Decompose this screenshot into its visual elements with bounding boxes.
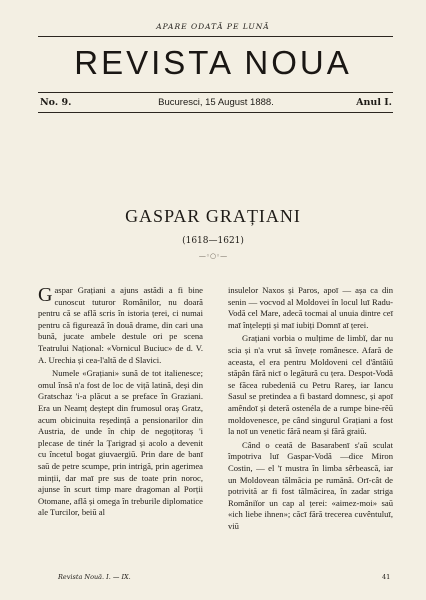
paragraph-4: Grațiani vorbia o mulțime de limbĭ, dar nu scia și n'a vrut să învețe românesce. Afară de aceasta, el era pentru Moldoveni cel d'ântâiū stăpân fără nicī o legătură cu țera. Despot-Vodă se făcea rubedeniă cu Petru Rareș, iar Iancu Sasul se pretindea a fi bastard domnesc, și apoī amêndoī și deteră ostenéla de a rumpe bine-rĕū moldovenesce, pe când singurul Grațiani a fost la noī un venetic fără neam și fără graiū. — [228, 333, 393, 437]
issue-date: Bucuresci, 15 August 1888. — [158, 97, 274, 108]
masthead-rule-top — [38, 92, 393, 93]
paragraph-1 — [38, 285, 203, 366]
tagline: APARE ODATĂ PE LUNĂ — [156, 22, 270, 31]
masthead-rule-bottom — [38, 112, 393, 113]
drop-cap: G — [38, 284, 53, 306]
issue-row — [40, 97, 392, 111]
top-rule — [38, 36, 393, 37]
article-years: (1618—1621) — [182, 236, 244, 246]
paragraph-5: Când o ceată de Basarabenī s'aū sculat împotriva luī Gaspar-Vodă —dice Miron Costin, — el 'ī mustra în limba sêrbească, iar un Moldovean tălmăcia pe rumănă. Orī-cât de potrivită ar fi fost tălmăcirea, în zadar striga Româniĭor un cap al țerei: «aimez-moi» saū «ich liebe ihnen»; căcī fără trecerea cuvêntuluī, viū — [228, 439, 393, 531]
article-title: GASPAR GRAȚIANI — [125, 206, 301, 226]
left-column — [38, 285, 203, 519]
issue-year: Anul I. — [356, 97, 392, 108]
paragraph-1-text: aspar Grațiani a ajuns astădi a fi bine cunoscut tuturor Românilor, nu doară pentru că se află scris în istoria țerei, ci numai pentru că figurează în două drame, din cari una bună, jucate ambele destule ori pe scena Teatrului Național: «Vornicul Buciuc» de d. V. A. Urechia și cea-l'altă de d Slavici. — [38, 285, 203, 365]
issue-number: No. 9. — [40, 97, 72, 108]
page-number: 41 — [382, 573, 391, 581]
paragraph-3: insulelor Naxos și Paros, apoī — așa ca din senin — vocvod al Moldovei în locul luī Radu-Vodă cel Mare, adecă tocmai al unuia dintre ceī maī înțelepți și maī iubiți Domnī aī țerei. — [228, 285, 393, 330]
paragraph-2: Numele «Grațiani» sună de tot italienesce; omul însă n'a fost de loc de viță latină, deși din Gratschaz 'i-a plăcut a se preface în Graziani. Era un Neamț deștept din frumosul oraș Gratz, acum obicinuita reședință a pensionarilor din Austria, de unde în chip de negoțitoraș 'i plecase de tinér la Țarigrad și acolo a devenit cu încetul bogat giuvaergiū. Prin dare de banī saū de petre scumpe, prin intrigă, prin agerimea minții, dar maī pre sus de toate prin noroc, ajunse în scurt timp mare dragoman al Porții Otomane, află și omega în treburile diplomatice ale Turcilor, beiū al — [38, 368, 203, 518]
right-column — [228, 285, 393, 532]
ornament-divider: —◦○◦— — [198, 252, 228, 260]
masthead-title: REVISTA NOUA — [74, 44, 352, 81]
footer-source: Revista Nouă. I. — IX. — [58, 573, 131, 581]
